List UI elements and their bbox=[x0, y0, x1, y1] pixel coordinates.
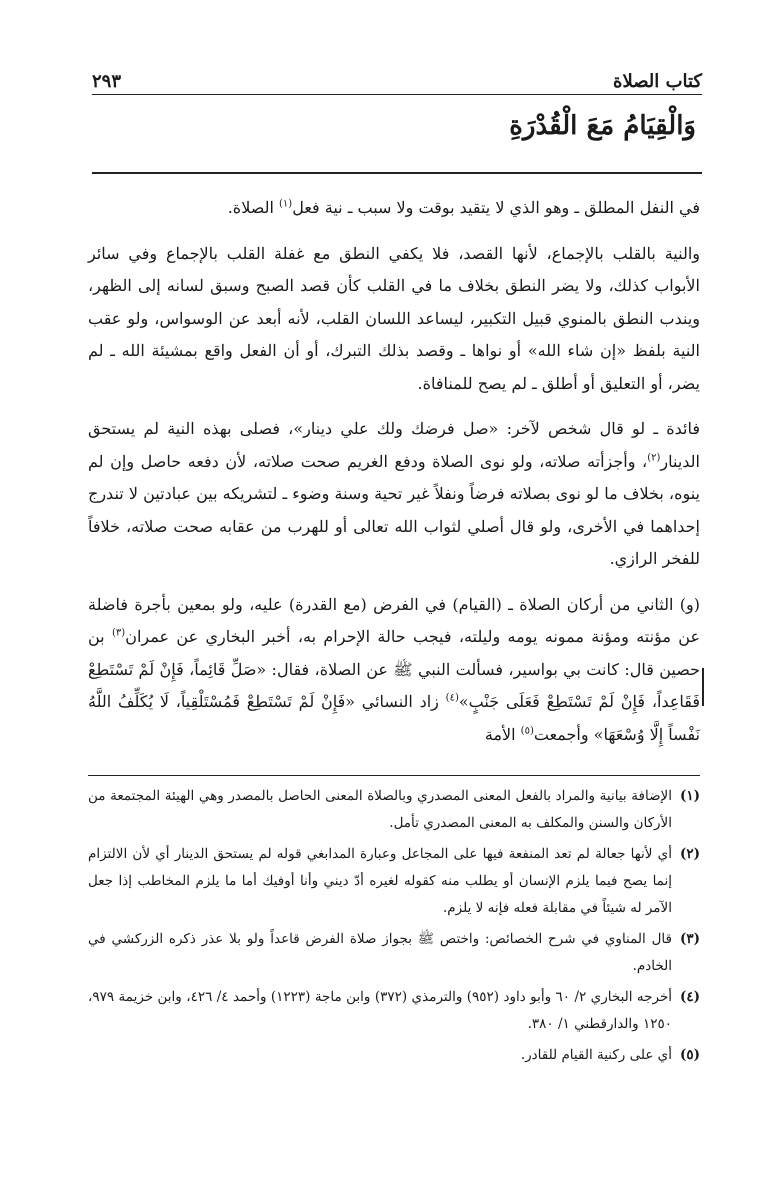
chapter-title: كتاب الصلاة bbox=[613, 71, 702, 92]
paragraph-text: (و) الثاني من أركان الصلاة ـ (القيام) في الفرض (مع القدرة) عليه، ولو بمعين بأجرة فاضلة عن مؤنته ومؤنة ممونه يومه وليلته، فيجب حالة الإحرام به، أخبر البخاري عن عمران bbox=[88, 594, 701, 646]
footnote bbox=[88, 841, 700, 922]
footnote-text: أي على ركنية القيام للقادر. bbox=[520, 1047, 672, 1063]
paragraph-text: والنية بالقلب بالإجماع، لأنها القصد، فلا يكفي النطق مع غفلة القلب بالإجماع وفي سائر الأبواب كذلك، ولا يضر النطق بخلاف ما في القلب كأن قصد الصبح وسبق لسانه إلى الظهر، ويندب النطق بالمنوي قبيل التكبير، ليساعد اللسان القلب، لأنه أبعد عن الوسواس، ولو عقب النية بلفظ «إن شاء الله» أو نواها ـ وقصد بذلك التبرك، أو أن الفعل واقع بمشيئة الله ـ لم يضر، أو التعليق أو أطلق ـ لم يصح للمنافاة. bbox=[88, 243, 701, 393]
paragraph-text: زاد النسائي «فَإِنْ لَمْ تَسْتَطِعْ فَمُسْتَلْقِياً، لَا يُكَلِّفُ اللَّهُ نَفْساً إِلَّا وُسْعَهَا» وأجمعت bbox=[88, 692, 700, 744]
matn-heading: وَالْقِيَامُ مَعَ الْقُدْرَةِ bbox=[509, 111, 696, 141]
footnote-text: الإضافة بيانية والمراد بالفعل المعنى المصدري وبالصلاة المعنى الحاصل بالمصدر وهي الهيئة المجتمعة من الأركان والسنن والمكلف به المعنى المصدري تأمل. bbox=[88, 788, 672, 831]
footnotes bbox=[88, 783, 700, 1073]
footnote-number: (٣) bbox=[679, 931, 700, 947]
margin-mark bbox=[702, 668, 704, 706]
footnote-number: (٥) bbox=[679, 1047, 700, 1063]
page-number: ٢٩٣ bbox=[92, 71, 122, 92]
footnote-number: (٢) bbox=[679, 846, 700, 862]
footnote bbox=[88, 926, 700, 980]
paragraph-text: في النفل المطلق ـ وهو الذي لا يتقيد بوقت ولا سبب ـ نية فعل bbox=[292, 198, 700, 217]
matn-divider bbox=[92, 172, 702, 174]
footnote bbox=[88, 1042, 700, 1069]
commentary-body bbox=[88, 192, 700, 751]
footnote-ref[interactable]: (٥) bbox=[520, 725, 534, 737]
footnote-text: أخرجه البخاري ٢/ ٦٠ وأبو داود (٩٥٢) والترمذي (٣٧٢) وابن ماجة (١٢٢٣) وأحمد ٤/ ٤٢٦، وابن خزيمة ٩٧٩، ١٢٥٠ والدارقطني ١/ ٣٨٠. bbox=[88, 989, 673, 1032]
paragraph bbox=[88, 589, 700, 752]
footnote-text: قال المناوي في شرح الخصائص: واختص ﷺ بجواز صلاة الفرض قاعداً ولو بلا عذر ذكره الزركشي في الخادم. bbox=[88, 931, 672, 974]
footnote bbox=[88, 783, 700, 837]
paragraph bbox=[88, 238, 700, 401]
footnote-number: (١) bbox=[679, 788, 700, 804]
footnote-ref[interactable]: (١) bbox=[279, 198, 293, 210]
paragraph-text: ، وأجزأته صلاته، ولو نوى الصلاة ودفع الغريم صحت صلاته، لأن دفعه حاصل وإن لم ينوه، بخلاف ما لو نوى بصلاته فرضاً ونفلاً غير تحية وسنة وضوء ـ لتشريكه بين عبادتين لا تندرج إحداهما في الأخرى، ولو قال أصلي لثواب الله تعالى أو للهرب من عقابه صحت صلاته، خلافاً للفخر الرازي. bbox=[88, 451, 700, 568]
footnote-divider bbox=[88, 775, 700, 776]
footnote-text: أي لأنها جعالة لم تعد المنفعة فيها على المجاعل وعبارة المدابغي قوله لم يستحق الدينار أي لأن الالتزام إنما يصح فيما يلزم الإنسان أو يطلب منه كقوله لغيره أدّ ديني وأنا أوفيك أما ما يلزم المخاطب إذا جعل الآمر له شيئاً في مقابلة فعله فإنه لا يلزم. bbox=[88, 846, 672, 916]
footnote-ref[interactable]: (٤) bbox=[445, 692, 459, 704]
running-header bbox=[92, 62, 702, 95]
paragraph bbox=[88, 192, 700, 225]
footnote bbox=[88, 984, 700, 1038]
paragraph bbox=[88, 413, 700, 576]
footnote-ref[interactable]: (٢) bbox=[647, 452, 661, 464]
paragraph-text: بن حصين قال: كانت بي بواسير، فسألت النبي ﷺ عن الصلاة، فقال: «صَلِّ قَائِماً، فَإِنْ لَمْ تَسْتَطِعْ فَقَاعِداً، فَإِنْ لَمْ تَسْتَطِعْ فَعَلَى جَنْبٍ» bbox=[88, 627, 701, 711]
footnote-number: (٤) bbox=[679, 989, 700, 1005]
paragraph-text: فائدة ـ لو قال شخص لآخر: «صل فرضك ولك علي دينار»، فصلى بهذه النية لم يستحق الدينار bbox=[88, 419, 700, 471]
paragraph-text: الصلاة. bbox=[227, 198, 280, 217]
paragraph-text: الأمة bbox=[484, 724, 521, 744]
footnote-ref[interactable]: (٣) bbox=[112, 627, 126, 639]
